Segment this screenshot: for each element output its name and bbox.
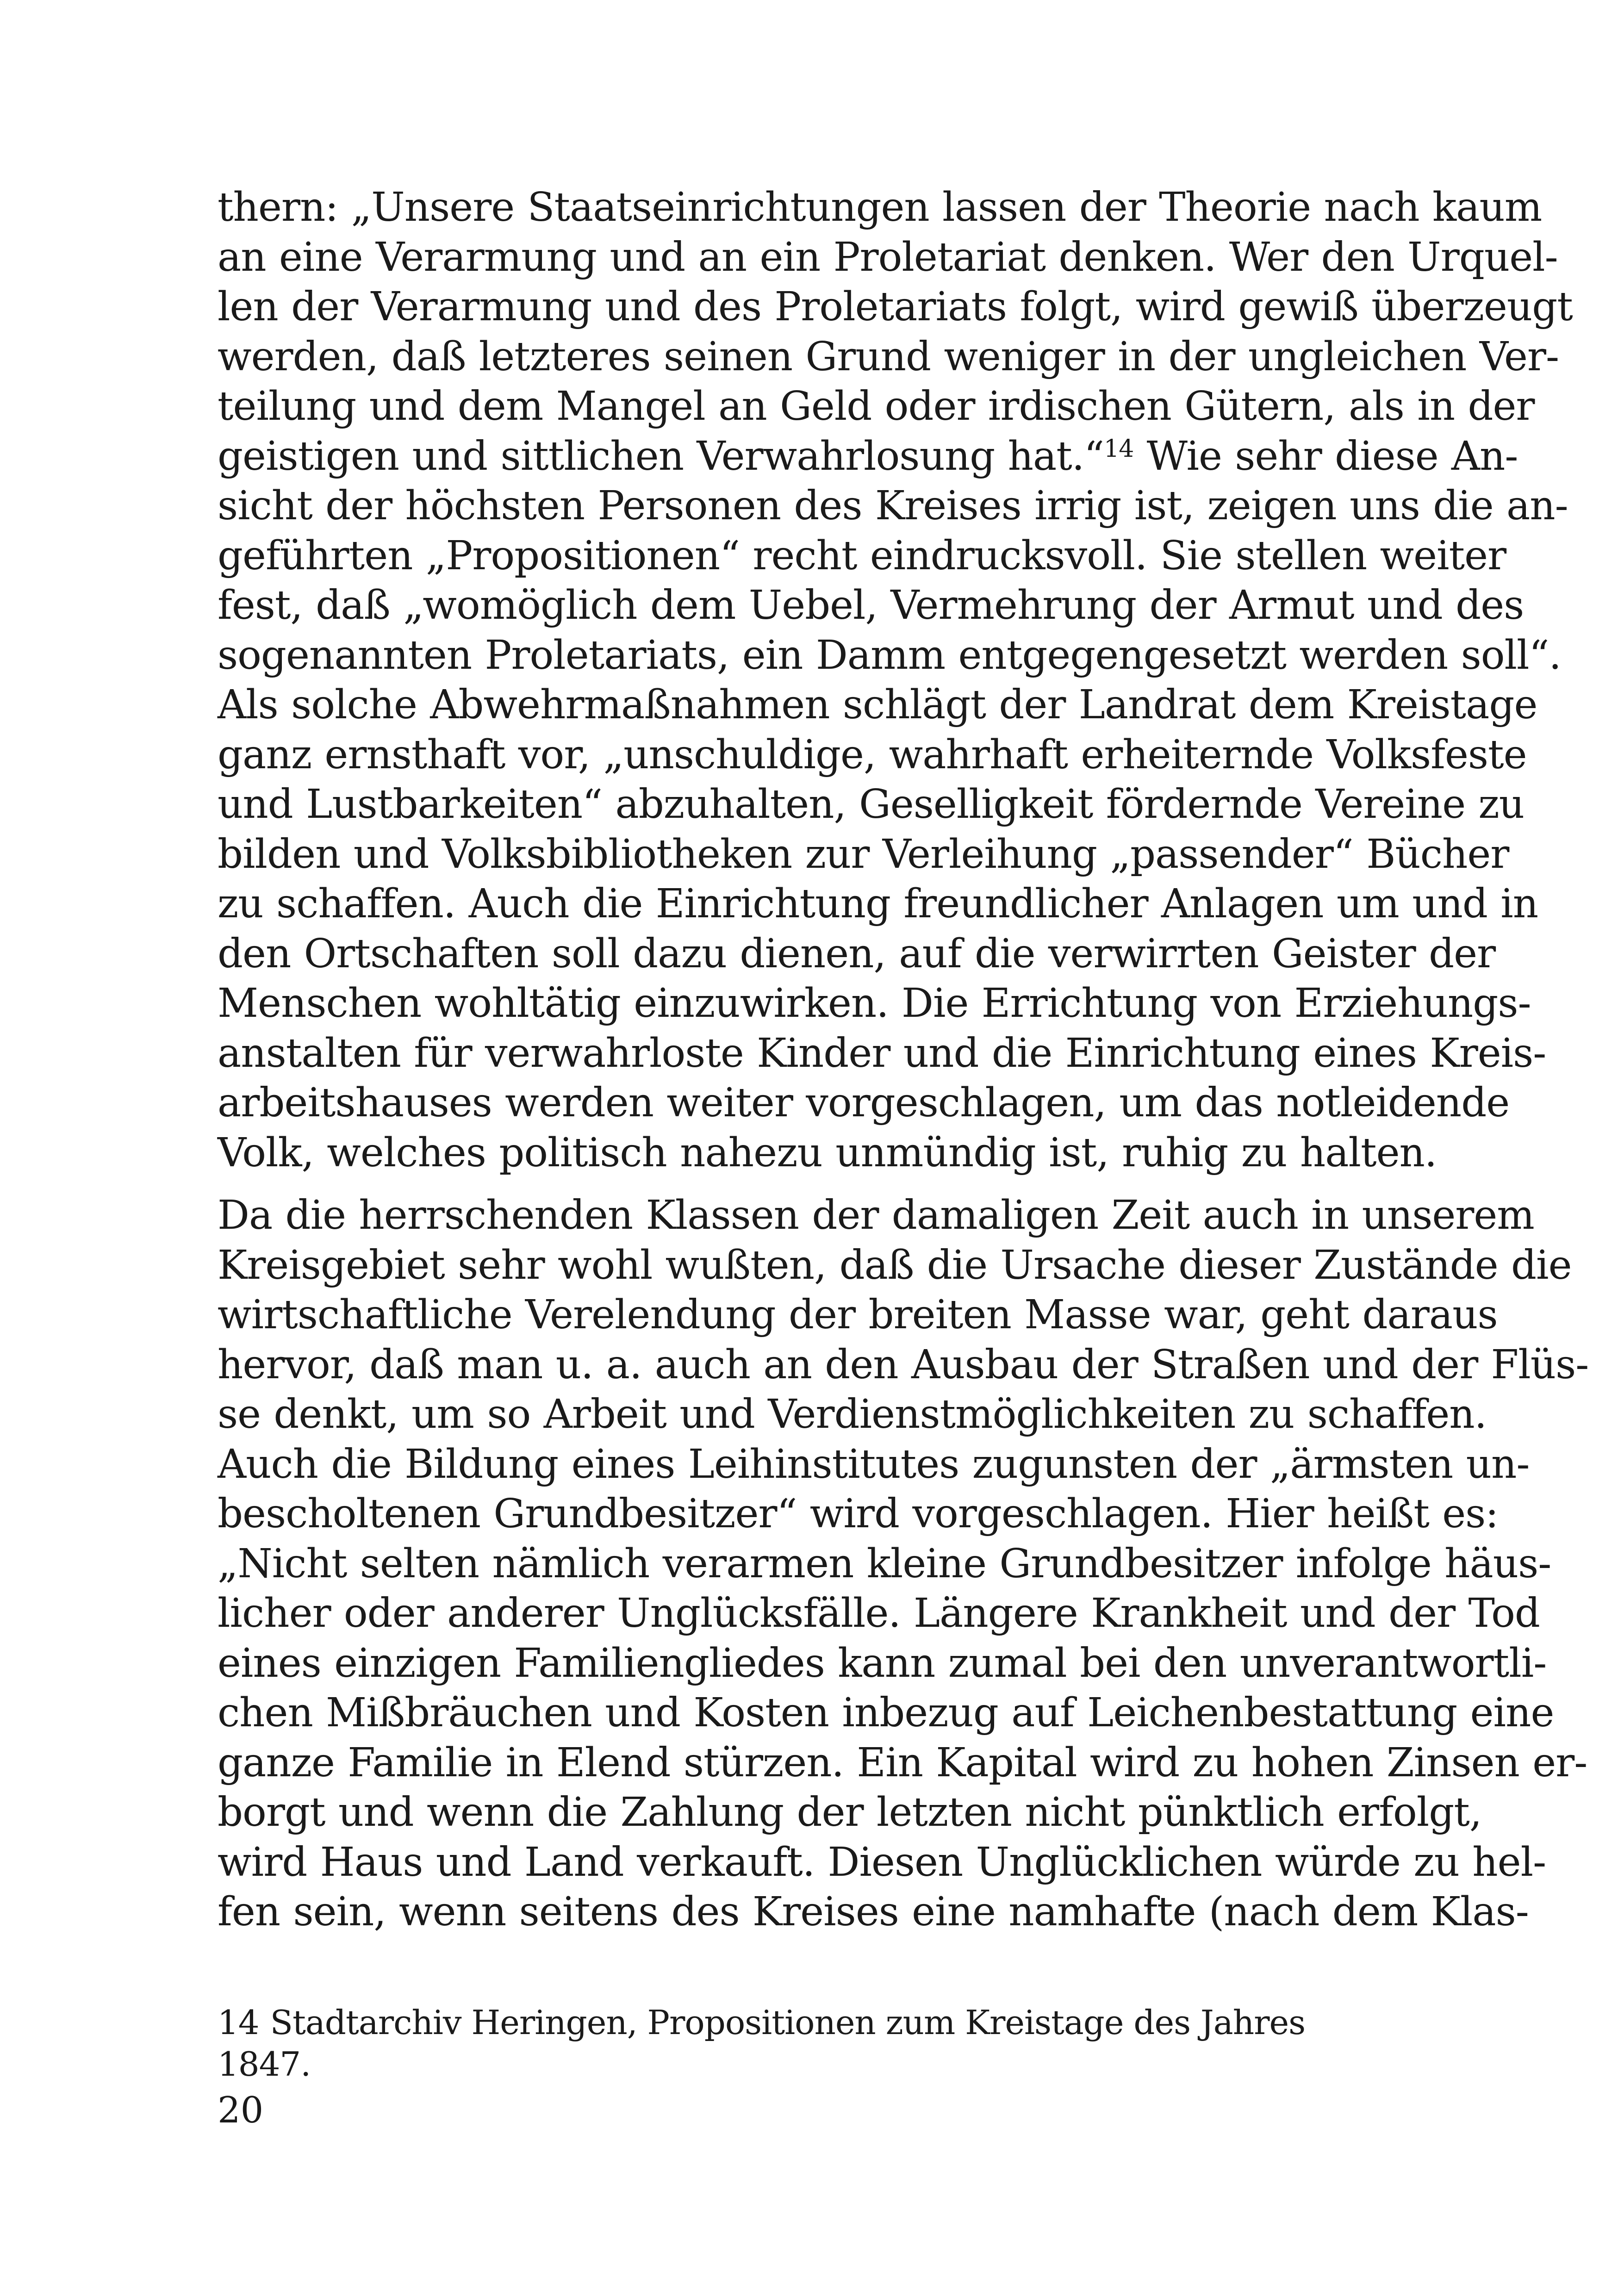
text-line: Menschen wohltätig einzuwirken. Die Errichtung von Erziehungs- bbox=[218, 980, 1531, 1027]
text-line: arbeitshauses werden weiter vorgeschlagen, um das notleidende bbox=[218, 1080, 1510, 1126]
main-text bbox=[218, 183, 1589, 1937]
paragraph-2 bbox=[218, 1191, 1589, 1937]
text-line: fest, daß „womöglich dem Uebel, Vermehrung der Armut und des bbox=[218, 582, 1524, 628]
text-fragment: Wie sehr diese An- bbox=[1133, 433, 1518, 479]
text-line: Kreisgebiet sehr wohl wußten, daß die Ursache dieser Zustände die bbox=[218, 1242, 1572, 1288]
text-line: len der Verarmung und des Proletariats folgt, wird gewiß überzeugt bbox=[218, 284, 1573, 330]
text-line: bilden und Volksbibliotheken zur Verleihung „passender“ Bücher bbox=[218, 831, 1509, 877]
text-line: ganze Familie in Elend stürzen. Ein Kapital wird zu hohen Zinsen er- bbox=[218, 1739, 1587, 1786]
text-line: wird Haus und Land verkauft. Diesen Unglücklichen würde zu hel- bbox=[218, 1839, 1546, 1885]
text-line: anstalten für verwahrloste Kinder und die Einrichtung eines Kreis- bbox=[218, 1030, 1546, 1076]
text-line: werden, daß letzteres seinen Grund weniger in der ungleichen Ver- bbox=[218, 333, 1559, 380]
text-line: fen sein, wenn seitens des Kreises eine namhafte (nach dem Klas- bbox=[218, 1889, 1529, 1935]
page-number: 20 bbox=[218, 2090, 264, 2131]
text-line: geführten „Propositionen“ recht eindrucksvoll. Sie stellen weiter bbox=[218, 532, 1506, 579]
text-line: Volk, welches politisch nahezu unmündig ist, ruhig zu halten. bbox=[218, 1129, 1437, 1176]
text-line: Da die herrschenden Klassen der damaligen Zeit auch in unserem bbox=[218, 1192, 1534, 1238]
text-line: sogenannten Proletariats, ein Damm entgegengesetzt werden soll“. bbox=[218, 632, 1561, 678]
text-line: Als solche Abwehrmaßnahmen schlägt der Landrat dem Kreistage bbox=[218, 682, 1537, 728]
paragraph-1 bbox=[218, 183, 1573, 1178]
text-line: ganz ernsthaft vor, „unschuldige, wahrhaft erheiternde Volksfeste bbox=[218, 731, 1527, 778]
text-line-with-footnote bbox=[218, 432, 1518, 482]
footnote-number: 14 bbox=[218, 2003, 259, 2042]
text-line: zu schaffen. Auch die Einrichtung freundlicher Anlagen um und in bbox=[218, 881, 1538, 927]
text-line: Auch die Bildung eines Leihinstitutes zugunsten der „ärmsten un- bbox=[218, 1441, 1530, 1487]
footnote-text: Stadtarchiv Heringen, Propositionen zum Kreistage des Jahres 1847. bbox=[218, 2003, 1306, 2084]
text-line: licher oder anderer Unglücksfälle. Längere Krankheit und der Tod bbox=[218, 1590, 1540, 1636]
footnote bbox=[218, 2002, 1402, 2085]
text-line: eines einzigen Familiengliedes kann zumal bei den unverantwortli- bbox=[218, 1640, 1547, 1686]
text-line: hervor, daß man u. a. auch an den Ausbau der Straßen und der Flüs- bbox=[218, 1341, 1589, 1388]
text-line: bescholtenen Grundbesitzer“ wird vorgeschlagen. Hier heißt es: bbox=[218, 1491, 1499, 1537]
text-line: den Ortschaften soll dazu dienen, auf die verwirrten Geister der bbox=[218, 930, 1496, 977]
text-line: wirtschaftliche Verelendung der breiten Masse war, geht daraus bbox=[218, 1292, 1498, 1338]
footnote-reference[interactable]: 14 bbox=[1104, 435, 1134, 463]
text-line: chen Mißbräuchen und Kosten inbezug auf Leichenbestattung eine bbox=[218, 1690, 1554, 1736]
text-line: borgt und wenn die Zahlung der letzten nicht pünktlich erfolgt, bbox=[218, 1789, 1482, 1836]
text-fragment: geistigen und sittlichen Verwahrlosung hat.“ bbox=[218, 433, 1104, 479]
text-line: thern: „Unsere Staatseinrichtungen lassen der Theorie nach kaum bbox=[218, 184, 1542, 230]
text-line: sicht der höchsten Personen des Kreises irrig ist, zeigen uns die an- bbox=[218, 483, 1568, 529]
text-line: „Nicht selten nämlich verarmen kleine Grundbesitzer infolge häus- bbox=[218, 1540, 1551, 1587]
text-line: und Lustbarkeiten“ abzuhalten, Geselligkeit fördernde Vereine zu bbox=[218, 781, 1525, 828]
text-line: an eine Verarmung und an ein Proletariat denken. Wer den Urquel- bbox=[218, 234, 1558, 280]
text-line: se denkt, um so Arbeit und Verdienstmöglichkeiten zu schaffen. bbox=[218, 1391, 1487, 1437]
text-line: teilung und dem Mangel an Geld oder irdischen Gütern, als in der bbox=[218, 383, 1535, 429]
